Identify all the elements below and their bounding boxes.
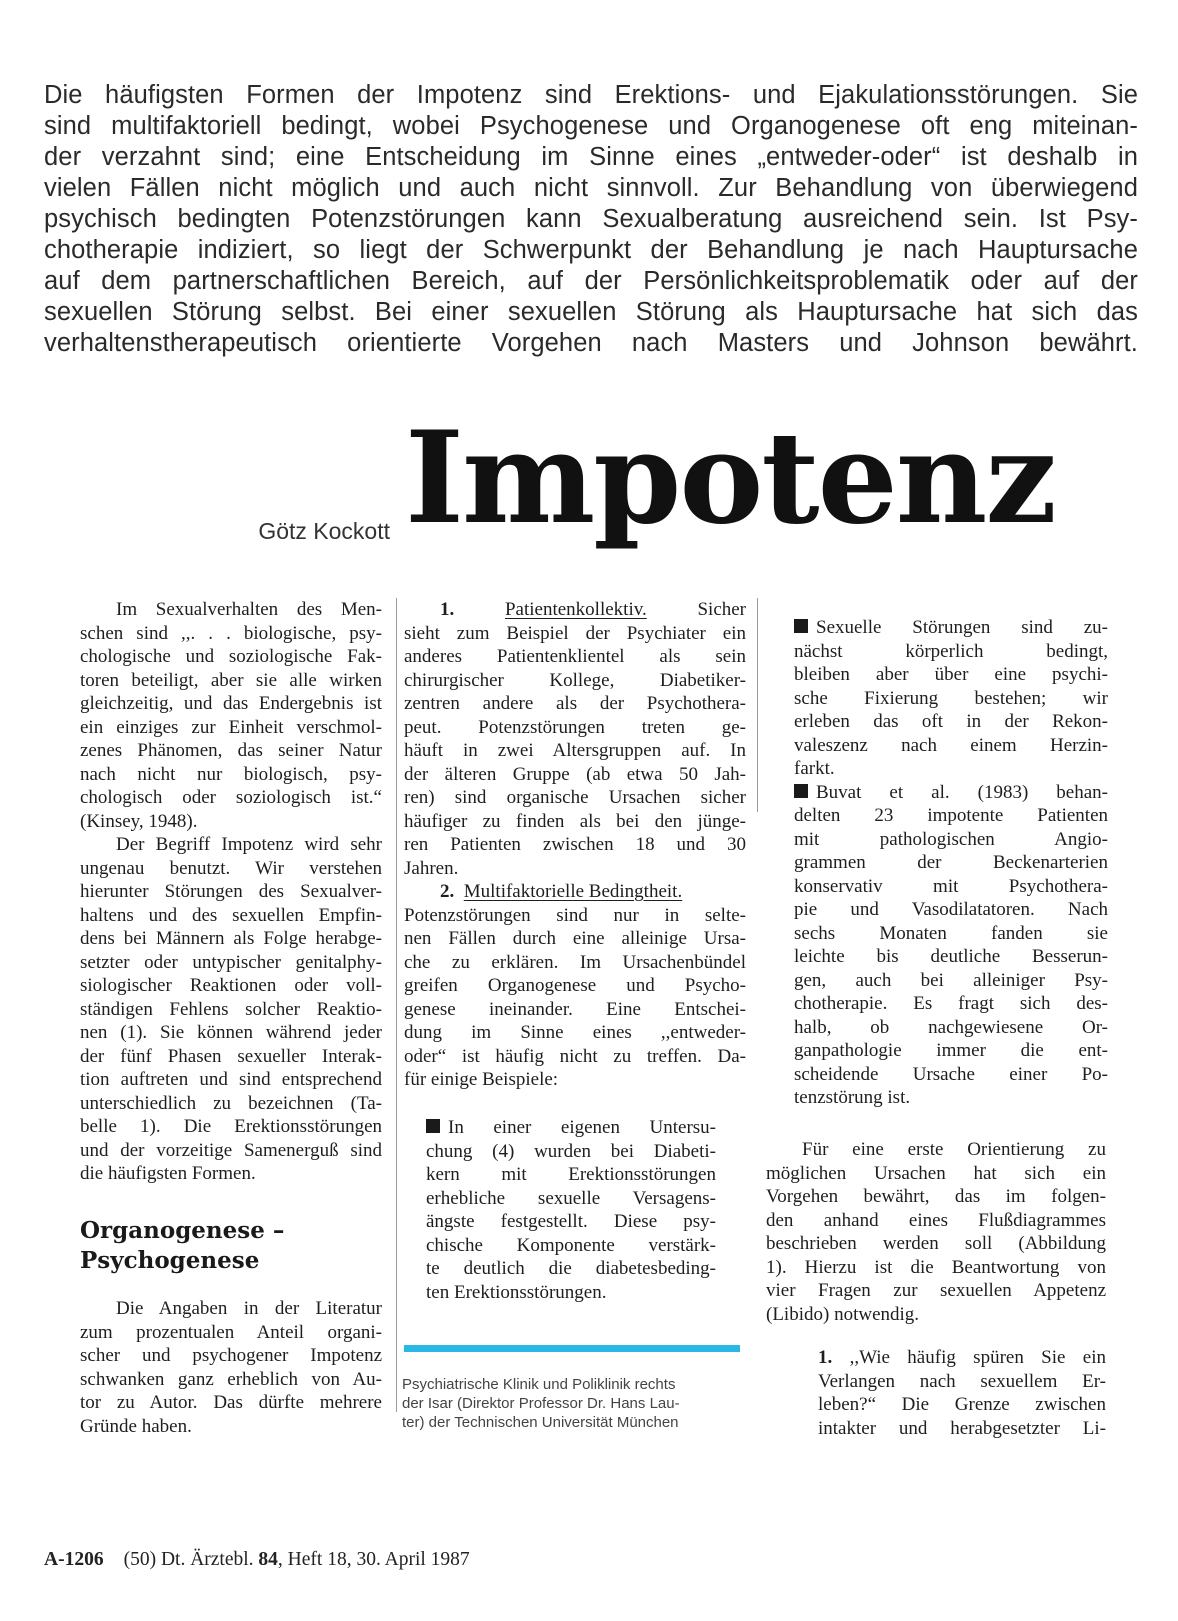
column-divider — [396, 598, 397, 1412]
text-line: vier Fragen zur sexuellen Appetenz — [766, 1280, 1106, 1301]
text-line: Jahren. — [404, 857, 459, 879]
numbered-item-heading — [404, 880, 746, 904]
text-line: Verlangen nach sexuellem Er- — [818, 1370, 1106, 1392]
text-line: unterschiedlich zu bezeichnen (Ta- — [80, 1092, 382, 1114]
affiliation-accent-bar — [404, 1345, 740, 1352]
text-line: ängste festgestellt. Diese psy- — [426, 1211, 716, 1232]
text-line: che zu erklären. Im Ursachenbündel — [404, 951, 746, 973]
article-title: Impotenz — [405, 404, 1055, 552]
page-number: A-1206 — [44, 1549, 104, 1570]
text-line: leben?“ Die Grenze zwischen — [818, 1394, 1106, 1415]
example-box — [426, 1116, 716, 1304]
text-line: delten 23 impotente Patienten — [794, 805, 1108, 826]
abstract-line: sind multifaktoriell bedingt, wobei Psychogenese und Organogenese oft eng miteinan- — [44, 112, 1138, 140]
text-line: sieht zum Beispiel der Psychiater ein — [404, 622, 746, 644]
column-3-question — [818, 1346, 1106, 1440]
journal-citation: (50) Dt. Ärztebl. — [123, 1549, 254, 1570]
bullet-square-icon — [794, 784, 808, 798]
affiliation-line: der Isar (Direktor Professor Dr. Hans Lau- — [402, 1395, 680, 1412]
text-line: schen sind ,,. . . biologische, psy- — [80, 622, 382, 644]
text-line: häuft in zwei Altersgruppen auf. In — [404, 740, 746, 761]
text-line: Im Sexualverhalten des Men- — [116, 599, 382, 620]
text-line: pie und Vasodilatatoren. Nach — [794, 899, 1108, 920]
text-line: Für eine erste Orientierung zu — [802, 1139, 1106, 1160]
text-line: chologisch oder soziologisch ist.“ — [80, 787, 382, 808]
text-line: den anhand eines Flußdiagrammes — [766, 1209, 1106, 1231]
text-line: dung im Sinne eines ,,entweder- — [404, 1022, 746, 1043]
text-line: ungenau benutzt. Wir verstehen — [80, 857, 382, 879]
item-number: 2. — [440, 881, 455, 902]
text-line: scher und psychogener Impotenz — [80, 1345, 382, 1366]
text-line — [794, 616, 1108, 640]
text-line: der älteren Gruppe (ab etwa 50 Jah- — [404, 763, 746, 785]
text-line: dens bei Männern als Folge herabge- — [80, 928, 382, 949]
text-line: ren) sind organische Ursachen sicher — [404, 787, 746, 808]
text-line: schwanken ganz erheblich von Au- — [80, 1368, 382, 1390]
text-line: konservativ mit Psychothera- — [794, 875, 1108, 897]
text-line: sche Fixierung bestehen; wir — [794, 687, 1108, 709]
text-line: möglichen Ursachen hat sich ein — [766, 1162, 1106, 1184]
text-fragment: Sexuelle Störungen sind zu- — [816, 617, 1108, 638]
text-line: 1). Hierzu ist die Beantwortung von — [766, 1256, 1106, 1278]
section-heading-line: Psychogenese — [80, 1247, 260, 1274]
journal-issue-date: , Heft 18, 30. April 1987 — [277, 1549, 470, 1570]
text-line: der fünf Phasen sexueller Interak- — [80, 1045, 382, 1067]
text-line: tion auftreten und sind entsprechend — [80, 1069, 382, 1090]
text-line: peut. Potenzstörungen treten ge- — [404, 716, 746, 738]
text-line: tenzstörung ist. — [794, 1087, 911, 1108]
affiliation-line: ter) der Technischen Universität München — [402, 1414, 679, 1431]
text-line: Der Begriff Impotenz wird sehr — [116, 834, 382, 855]
text-line: ganpathologie immer die ent- — [794, 1040, 1108, 1061]
text-line: leichte bis deutliche Besserun- — [794, 946, 1108, 967]
text-line: kern mit Erektionsstörungen — [426, 1164, 716, 1185]
text-line: haltens und des sexuellen Empfin- — [80, 904, 382, 926]
column-1-section-text — [80, 1297, 382, 1438]
section-heading — [80, 1216, 400, 1276]
text-line: für einige Beispiele: — [404, 1069, 559, 1090]
text-line: und der vorzeitige Samenerguß sind — [80, 1139, 382, 1161]
text-line: zenes Phänomen, das seiner Natur — [80, 740, 382, 761]
text-line: te deutlich die diabetesbeding- — [426, 1258, 716, 1279]
text-line: gleichzeitig, und das Endergebnis ist — [80, 693, 382, 714]
column-3-paragraph — [766, 1138, 1106, 1326]
bullet-square-icon — [426, 1119, 440, 1133]
text-line: greifen Organogenese und Psycho- — [404, 975, 746, 996]
text-line: valeszenz nach einem Herzin- — [794, 734, 1108, 756]
text-line: (Libido) notwendig. — [766, 1303, 920, 1325]
text-fragment: ,,Wie häufig spüren Sie ein — [849, 1347, 1106, 1368]
bullet-square-icon — [794, 619, 808, 633]
text-line: ten Erektionsstörungen. — [426, 1281, 607, 1303]
text-line: farkt. — [794, 758, 835, 779]
text-line: chotherapie. Es fragt sich des- — [794, 993, 1108, 1014]
text-line: erhebliche sexuelle Versagens- — [426, 1187, 716, 1209]
text-line: ständigen Fehlens solcher Reaktio- — [80, 998, 382, 1020]
column-2-text — [404, 598, 746, 1092]
numbered-item-heading — [404, 598, 746, 622]
author-affiliation — [402, 1375, 746, 1432]
text-line: Vorgehen bewährt, das im folgen- — [766, 1186, 1106, 1207]
journal-volume: 84 — [258, 1549, 278, 1570]
text-line: halb, ob nachgewiesene Or- — [794, 1016, 1108, 1038]
item-number: 1. — [440, 599, 455, 620]
text-line: belle 1). Die Erektionsstörungen — [80, 1116, 382, 1137]
text-line: nach nicht nur biologisch, psy- — [80, 763, 382, 785]
text-fragment: Sicher — [697, 599, 747, 620]
text-line: beschrieben werden soll (Abbildung — [766, 1233, 1106, 1254]
text-line: bleiben aber über eine psychi- — [794, 664, 1108, 685]
abstract-line: Die häufigsten Formen der Impotenz sind Erektions- und Ejakulationsstörungen. Sie — [44, 81, 1138, 109]
column-1-text — [80, 598, 382, 1186]
text-line: nächst körperlich bedingt, — [794, 640, 1108, 662]
text-fragment: Buvat et al. (1983) behan- — [816, 781, 1108, 803]
text-line — [818, 1346, 1106, 1370]
text-line: tor zu Autor. Das dürfte mehrere — [80, 1392, 382, 1413]
text-line: Die Angaben in der Literatur — [116, 1298, 382, 1319]
text-line: siologischer Reaktionen oder voll- — [80, 975, 382, 996]
text-line: intakter und herabgesetzter Li- — [818, 1417, 1106, 1439]
abstract-line: auf dem partnerschaftlichen Bereich, auf der Persönlichkeitsproblematik oder auf der — [44, 267, 1138, 295]
text-line: Potenzstörungen sind nur in selte- — [404, 904, 746, 926]
text-line: chische Komponente verstärk- — [426, 1234, 716, 1256]
text-line: oder“ ist häufig nicht zu treffen. Da- — [404, 1045, 746, 1067]
text-line: nen (1). Sie können während jeder — [80, 1022, 382, 1043]
item-number: 1. — [818, 1347, 833, 1368]
text-line — [426, 1116, 716, 1140]
text-line: (Kinsey, 1948). — [80, 810, 198, 832]
page-footer — [44, 1549, 470, 1571]
abstract-line: sexuellen Störung selbst. Bei einer sexuellen Störung als Hauptursache hat sich das — [44, 298, 1138, 326]
text-line — [794, 781, 1108, 805]
text-line: zum prozentualen Anteil organi- — [80, 1321, 382, 1343]
column-3-text — [794, 616, 1108, 1110]
text-line: setzter oder untypischer genitalphy- — [80, 951, 382, 973]
text-line: zentren andere als der Psychothera- — [404, 693, 746, 714]
author-name: Götz Kockott — [258, 518, 390, 544]
column-divider — [757, 598, 758, 812]
text-line: nen Fällen durch eine alleinige Ursa- — [404, 928, 746, 949]
text-line: chologische und soziologische Fak- — [80, 646, 382, 667]
text-line: chirurgischer Kollege, Diabetiker- — [404, 669, 746, 691]
text-line: häufiger zu finden als bei den jünge- — [404, 810, 746, 832]
text-line: ein einziges zur Einheit verschmol- — [80, 716, 382, 738]
item-title: Patientenkollektiv. — [504, 599, 647, 620]
text-line: genese ineinander. Eine Entschei- — [404, 998, 746, 1020]
affiliation-line: Psychiatrische Klinik und Poliklinik rechts — [402, 1376, 676, 1393]
text-line: toren beteiligt, aber sie alle wirken — [80, 669, 382, 691]
abstract — [44, 80, 1138, 359]
abstract-line: chotherapie indiziert, so liegt der Schwerpunkt der Behandlung je nach Hauptursache — [44, 236, 1138, 264]
text-line: grammen der Beckenarterien — [794, 852, 1108, 873]
text-line: Gründe haben. — [80, 1415, 192, 1437]
text-line: ren Patienten zwischen 18 und 30 — [404, 834, 746, 855]
text-line: sechs Monaten fanden sie — [794, 922, 1108, 944]
item-title: Multifaktorielle Bedingtheit. — [463, 881, 683, 902]
abstract-line: vielen Fällen nicht möglich und auch nicht sinnvoll. Zur Behandlung von überwiegend — [44, 174, 1138, 202]
text-line: die häufigsten Formen. — [80, 1163, 256, 1184]
section-heading-line: Organogenese – — [80, 1217, 285, 1244]
text-line: chung (4) wurden bei Diabeti- — [426, 1140, 716, 1162]
abstract-line: der verzahnt sind; eine Entscheidung im Sinne eines „entweder-oder“ ist deshalb in — [44, 143, 1138, 171]
text-line: scheidende Ursache einer Po- — [794, 1063, 1108, 1085]
abstract-line: verhaltenstherapeutisch orientierte Vorgehen nach Masters und Johnson bewährt. — [44, 329, 1138, 357]
text-line: anderes Patientenklientel als sein — [404, 646, 746, 667]
text-line: mit pathologischen Angio- — [794, 828, 1108, 850]
text-line: erleben das oft in der Rekon- — [794, 711, 1108, 732]
abstract-line: psychisch bedingten Potenzstörungen kann Sexualberatung ausreichend sein. Ist Psy- — [44, 205, 1138, 233]
text-fragment: In einer eigenen Untersu- — [448, 1117, 716, 1138]
text-line: hierunter Störungen des Sexualver- — [80, 881, 382, 902]
text-line: gen, auch bei alleiniger Psy- — [794, 969, 1108, 991]
